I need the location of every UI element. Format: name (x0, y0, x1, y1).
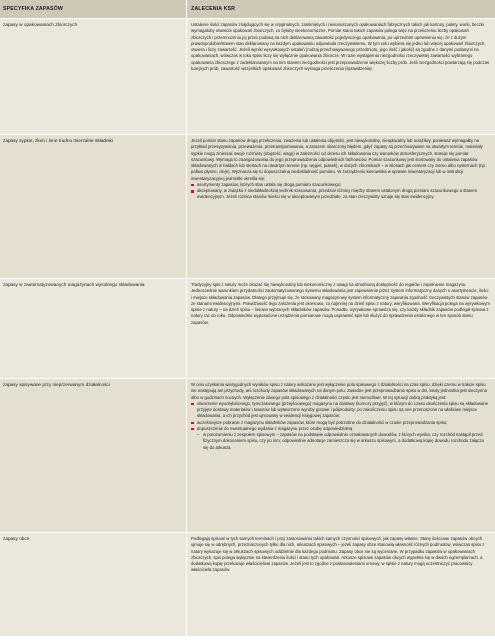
dash-marker: – (197, 432, 200, 437)
table-row (0, 279, 495, 379)
paragraph: W celu uzyskania wiarygodnych wyników spisu z natury wskazane jest wyłączenie pola spisowego z działalności na czas spisu, dzięki czemu w trakcie spisu nie następują ani przychody, ani rozchody zapasów składowanych na danym polu. Zasadne jest przeprowadzanie spisu w dni, kiedy jednostka jest nieczynna albo w godzinach nocnych. Wyłączenie danego pola spisowego z działalności często jest niemożliwe. W tej sytuacji dobrą praktyką jest: (191, 382, 487, 400)
sub-list-item (191, 432, 490, 451)
paragraph: Jeżeli pomiar stanu zapasów drogą przeliczenia, zważenia lub ustalenia objętości, jest niewykonalny, nieopłacalny lub uciążliwy, ponieważ wymagałby na przykład przesypywania, przeważenia, przetransportowania, a zarazem obarczony błędem, gdyż zapasy są przechowywane na otwartym terenie, materiały sypkie mogą zmieniać swoje rozmiary (objętość, wagę) w zależności od okresu ich składowania czy warunków atmosferycznych, stosuje się pomiar szacunkowy. Wymaga to zaangażowania do jego przeprowadzenia odpowiednich fachowców. Pomiar szacunkowy jest stosowany do ustalenia zapasów składowanych w hałdach lub stertach na otwartym terenie (np. węgiel, piasek), w dużych zbiornikach – w silosach jak cement czy ziarno albo cysternach (np. paliwa płynne, oleje). Wyznacza się tu dopuszczalną niedokładność pomiaru. W zarządzeniu kierownika w sprawie inwentaryzacji lub w instrukcji inwentaryzacyjnej jednostki określa się: (191, 138, 487, 181)
header-specyfika: SPECYFIKA ZAPASÓW (0, 0, 187, 18)
list-item-text: wcześniejsze pobranie z magazynu składników zapasów, które mogą być potrzebne do działalności w czasie przeprowadzania spisu; (197, 419, 448, 425)
list-item (191, 188, 490, 201)
red-square-bullet-icon (191, 422, 194, 425)
bullet-list (191, 182, 490, 201)
bullet-list (191, 401, 490, 451)
red-square-bullet-icon (191, 428, 194, 431)
red-square-bullet-icon (191, 184, 194, 187)
table-row (0, 533, 495, 637)
paragraph: Ustalenie ilości zapasów znajdujących się w oryginalnych, zamkniętych i nienaruszonych opakowaniach fabrycznych takich jak kartony, palety, worki, beczki wymagałoby otwarcia opakowań zbiorczych, co byłoby nieekonomiczne. Pomiar stanu takich zapasów polega więc na przeliczeniu liczby opakowań zbiorczych i przemnożeniu jej przez podaną na nich deklarowaną zawartość pojedynczego opakowania, po uprzednim upewnieniu się, że z dużym prawdopodobieństwem stan deklarowany na każdym opakowaniu odpowiada rzeczywistemu. W tym celu wybiera się jedno lub więcej opakowań zbiorczych, otwiera i liczy zawartość. Jeżeli wyniki wyrywkowych ustaleń (rodzaj przechowywanego przedmiotu, jego ilość i jakość) są zgodne z danymi podanymi na opakowaniach, wówczas w toku spisu liczy się wyłącznie opakowania zbiorcze. W razie wystąpienia niezgodności rzeczywistej zawartości wybranego opakowania zbiorczego z zadeklarowanym na nim stanem niezgodności jest przeprowadzenie większej liczby prób. Jeśli niezgodności powtarzają się podczas kolejnych prób, zawartość wszystkich opakowań zbiorczych wymaga przeliczenia (sprawdzenia). (191, 22, 490, 71)
list-item-text: utworzenie wyodrębnionego, tymczasowego (przejściowego) magazynu na dostawy (komory przyjęć), w którym do czasu ukończenia spisu są składowane przyjęte dostawy materiałów i towarów lub wytworzone wyroby gotowe i półprodukty; po zakończeniu spisu są one przenoszone na właściwe miejsce składowania, a ich przychód jest ujmowany w ewidencji księgowej zapasów; (197, 400, 489, 419)
row-content (187, 135, 495, 278)
list-item-text: dopuszczenie do ewentualnego wydania z magazynu przez osobę odpowiedzialną (197, 425, 353, 431)
row-content (187, 279, 495, 378)
list-item (191, 401, 490, 420)
header-zalecenia: ZALECENIA KSR (191, 6, 236, 12)
row-label: zapasy spisywane przy nieprzerwanym działalności (0, 379, 187, 532)
row-label: zapasy obce (0, 533, 187, 636)
list-item-text: asortymenty zapasów, których stan ustala się drogą pomiaru szacunkowego; (197, 181, 342, 187)
paragraph: Tradycyjny spis z natury może okazać się niewykonalny lub niekonomiczny z uwagi na utrudnioną dostępność do regałów i zapełnienie magazynu. Jednocześnie warunkiem przydatności zautomatyzowanego systemu składowania jest zapewnienie przez system informatyczny danych o asortymencie, ilości i miejscu składowania zapasów. Dlatego przyjmuje się, że stosowany magazynowy system informatyczny zapewnia zgodność rzeczywistych stanów zapasów ze stanami ewidencyjnymi. Prawdziwość tego założenia jest okresowo, co najmniej na dzień spisu z natury, weryfikowana. Weryfikacja polega na wyrywkowym spisie z natury – na dzień spisu – losowo wybranych składników zapasów. Ponadto, wyrywkowe sprawdza się, czy każdy składnik zapasów podlegał spisowi z natury raz do roku. Odpowiednio wyposażone urządzenia pomiarowe mogą usprawnić spis lub służyć do sprawdzenia ustalonego w ten sposób stanu zapasów. (191, 282, 490, 325)
list-item-text: w porozumieniu z zespołem spisowym – zapasów na podstawie odpowiednio oznakowanych dowodów, z których wynika, czy rozchód nastąpił przed fizycznym dokonaniem spisu, czy po nim; odpowiednie adnotacje zamieszcza się w arkuszu spisowym, a dodatkową kopię dowodu rozchodu załącza się do arkusza. (203, 432, 484, 450)
table-row (0, 379, 495, 533)
red-square-bullet-icon (191, 403, 194, 406)
list-item-text: akceptowany, w związku z niedokładnością technik szacowania, przedział różnicy między stanem ustalonym drogą pomiaru szacunkowego a stanem ewidencyjnym. Jeżeli różnica stanów mieści się w akceptowanym przedziale, za stan rzeczywisty uznaje się stan ewidencyjny. (197, 188, 478, 200)
table-row (0, 135, 495, 279)
row-content (187, 19, 495, 134)
table-row (0, 19, 495, 135)
red-square-bullet-icon (191, 190, 194, 193)
row-label: zapasy w zautomatyzowanych magazynach wysokiego składowania (0, 279, 187, 378)
row-content (187, 379, 495, 532)
row-label: zapasy sypkie, złom i inne trudno mierzalne składniki (0, 135, 187, 278)
paragraph: Podlegają spisowi w tych samych terminach i przy zastosowaniu takich samych czynności spisowych, jak zapasy własne. Stany ilościowe zapasów obcych ujmuje się w odrębnych, przeznaczonych tylko dla nich, arkuszach spisowych – jeżeli zapasy obce stanowią własność różnych podmiotów, wówczas spisu z natury wykazuje się w arkuszach spisowych oddzielnie dla każdego podmiotu. Zapasy obce nie są wyceniane. W przypadku zapasów w opakowaniach zbiorczych, spis polega wyłącznie na stwierdzeniu ilości i stanu tych opakowań. Arkusze spisowe zapasów obcych wypełnia się w dwóch egzemplarzach, a dodatkową kopię przekazuje właścicielowi zapasów. Jeżeli jest to zgodne z postanowieniami umowy, w spisie z natury mogą uczestniczyć pracownicy właściciela zapasów. (191, 536, 485, 573)
row-content (187, 533, 495, 636)
table-header (0, 0, 495, 19)
row-label: zapasy w opakowaniach zbiorczych (0, 19, 187, 134)
